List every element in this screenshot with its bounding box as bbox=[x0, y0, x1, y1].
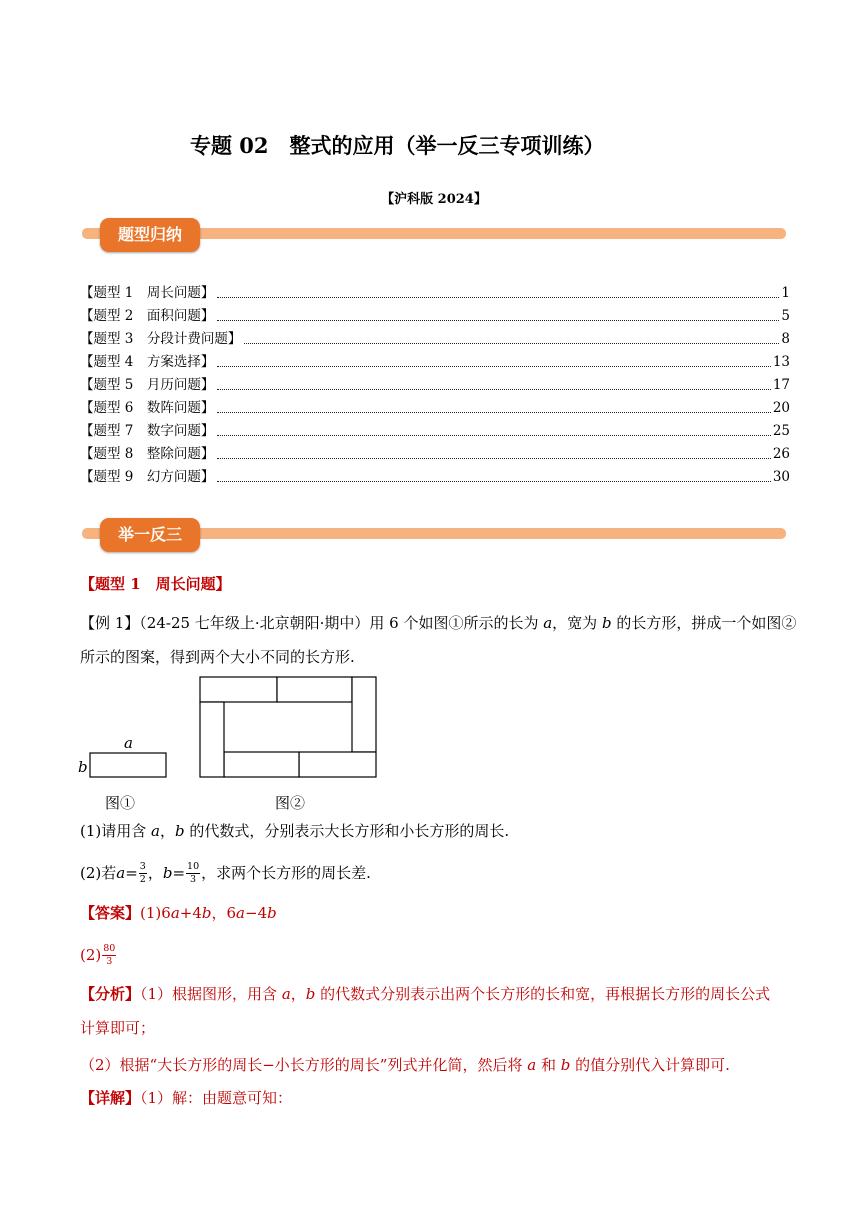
figure1-label-a: a bbox=[124, 734, 133, 752]
toc-entry-label: 【题型 4 方案选择】 bbox=[80, 354, 215, 370]
toc-entry-page: 25 bbox=[772, 423, 790, 439]
fraction-numerator: 3 bbox=[139, 861, 146, 872]
variable-b: b bbox=[601, 614, 612, 632]
figure2-top-left-rect bbox=[200, 677, 277, 702]
toc-dot-leader bbox=[217, 412, 770, 413]
toc-entry-label: 【题型 1 周长问题】 bbox=[80, 285, 215, 301]
toc-dot-leader bbox=[217, 481, 770, 482]
rectangle-figures bbox=[70, 670, 390, 785]
equals-sign: = bbox=[172, 864, 186, 882]
answer-text: +4 bbox=[179, 904, 202, 922]
question-text: 的代数式，分别表示大长方形和小长方形的周长. bbox=[184, 822, 510, 840]
answer-text: (2) bbox=[80, 946, 102, 964]
answer-label: 【答案】 bbox=[80, 904, 141, 922]
toc-entry[interactable] bbox=[80, 329, 790, 349]
toc-entry-page: 20 bbox=[772, 400, 790, 416]
toc-dot-leader bbox=[217, 458, 770, 459]
example-text: 的长方形，拼成一个如图② bbox=[611, 614, 797, 632]
practice-header-badge: 举一反三 bbox=[100, 518, 200, 552]
variable-b: b bbox=[162, 864, 173, 882]
analysis-line-1 bbox=[80, 983, 770, 1005]
answer-line-1 bbox=[80, 902, 277, 924]
figure2-caption: 图② bbox=[275, 794, 306, 812]
toc-entry[interactable] bbox=[80, 421, 790, 441]
fraction-denominator: 3 bbox=[190, 873, 197, 885]
figure2-bottom-left-rect bbox=[224, 752, 299, 777]
toc-entry[interactable] bbox=[80, 444, 790, 464]
analysis-line-2: 计算即可； bbox=[80, 1019, 156, 1037]
figure2-left-vertical-rect bbox=[200, 702, 224, 777]
fraction-denominator: 2 bbox=[139, 873, 146, 885]
answer-fraction bbox=[102, 944, 116, 966]
toc-entry-label: 【题型 9 幻方问题】 bbox=[80, 469, 215, 485]
question-text: ， bbox=[159, 822, 175, 840]
answer-text: (1)6 bbox=[140, 904, 171, 922]
variable-a: a bbox=[151, 822, 160, 840]
toc-entry-page: 8 bbox=[781, 331, 790, 347]
answer-text: ，6 bbox=[211, 904, 237, 922]
toc-header-badge: 题型归纳 bbox=[100, 218, 200, 252]
detail-line bbox=[80, 1087, 292, 1109]
figure1-rectangle bbox=[90, 753, 166, 777]
toc-entry[interactable] bbox=[80, 398, 790, 418]
analysis-line-3 bbox=[80, 1054, 730, 1076]
figure2-right-vertical-rect bbox=[352, 677, 376, 752]
document-title: 专题 02 整式的应用（举一反三专项训练） bbox=[190, 133, 605, 158]
question-text: ，求两个长方形的周长差. bbox=[201, 864, 371, 882]
toc-entry-page: 30 bbox=[772, 469, 790, 485]
toc-dot-leader bbox=[217, 366, 770, 367]
toc-entry-page: 26 bbox=[772, 446, 790, 462]
toc-entry[interactable] bbox=[80, 375, 790, 395]
example-line-2: 所示的图案，得到两个大小不同的长方形. bbox=[80, 648, 355, 666]
edition-label: 【沪科版 2024】 bbox=[381, 192, 487, 207]
variable-a: a bbox=[116, 864, 126, 882]
figure1-label-b: b bbox=[78, 758, 88, 776]
toc-entry[interactable] bbox=[80, 306, 790, 326]
variable-b: b bbox=[560, 1056, 571, 1074]
toc-dot-leader bbox=[217, 297, 779, 298]
analysis-text: 的值分别代入计算即可. bbox=[570, 1056, 730, 1074]
fraction-denominator: 3 bbox=[106, 955, 113, 967]
variable-a: a bbox=[281, 985, 291, 1003]
equals-sign: = bbox=[125, 864, 138, 882]
toc-entry-page: 13 bbox=[772, 354, 790, 370]
variable-a: a bbox=[170, 904, 180, 922]
variable-b: b bbox=[201, 904, 212, 922]
analysis-text: （1）根据图形，用含 bbox=[140, 985, 282, 1003]
toc-entry-label: 【题型 8 整除问题】 bbox=[80, 446, 215, 462]
toc-dot-leader bbox=[217, 435, 770, 436]
question-text: (2)若 bbox=[80, 864, 117, 882]
analysis-text: 的代数式分别表示出两个长方形的长和宽，再根据长方形的周长公式 bbox=[315, 985, 771, 1003]
toc-entry-page: 17 bbox=[772, 377, 790, 393]
toc-entry-page: 5 bbox=[781, 308, 790, 324]
question-text: (1)请用含 bbox=[80, 822, 152, 840]
analysis-label: 【分析】 bbox=[80, 985, 141, 1003]
analysis-text: ， bbox=[290, 985, 306, 1003]
separator: ， bbox=[147, 864, 163, 882]
variable-b: b bbox=[267, 904, 277, 922]
toc-entry-label: 【题型 5 月历问题】 bbox=[80, 377, 215, 393]
variable-a: a bbox=[236, 904, 245, 922]
answer-text: −4 bbox=[245, 904, 268, 922]
example-line-1 bbox=[80, 612, 796, 634]
toc-entry-page: 1 bbox=[781, 285, 790, 301]
toc-entry-label: 【题型 3 分段计费问题】 bbox=[80, 331, 242, 347]
figure2-bottom-right-rect bbox=[299, 752, 376, 777]
toc-entry[interactable] bbox=[80, 352, 790, 372]
example-text: ，宽为 bbox=[552, 614, 602, 632]
variable-a: a bbox=[527, 1056, 537, 1074]
toc-dot-leader bbox=[217, 320, 779, 321]
fraction-numerator: 10 bbox=[187, 861, 200, 872]
toc-entry-label: 【题型 7 数字问题】 bbox=[80, 423, 215, 439]
toc-entry-label: 【题型 2 面积问题】 bbox=[80, 308, 215, 324]
detail-text: （1）解：由题意可知： bbox=[140, 1089, 293, 1107]
toc-entry-label: 【题型 6 数阵问题】 bbox=[80, 400, 215, 416]
fraction-numerator: 80 bbox=[103, 943, 116, 954]
variable-b: b bbox=[305, 985, 316, 1003]
variable-b: b bbox=[175, 822, 185, 840]
toc-entry[interactable] bbox=[80, 283, 790, 303]
variable-a: a bbox=[543, 614, 553, 632]
figure2-top-right-rect bbox=[277, 677, 352, 702]
example-text: 【例 1】（24-25 七年级上·北京朝阳·期中）用 6 个如图①所示的长为 bbox=[80, 614, 544, 632]
toc-dot-leader bbox=[244, 343, 779, 344]
fraction-b-value bbox=[186, 862, 200, 884]
analysis-text: 和 bbox=[536, 1056, 561, 1074]
question-2 bbox=[80, 862, 371, 885]
analysis-text: （2）根据“大长方形的周长−小长方形的周长”列式并化简，然后将 bbox=[80, 1056, 528, 1074]
figure1-caption: 图① bbox=[105, 794, 136, 812]
detail-label: 【详解】 bbox=[80, 1089, 141, 1107]
topic-heading: 【题型 1 周长问题】 bbox=[80, 575, 231, 593]
answer-line-2 bbox=[80, 944, 117, 967]
toc-dot-leader bbox=[217, 389, 770, 390]
question-1 bbox=[80, 820, 509, 842]
toc-entry[interactable] bbox=[80, 467, 790, 487]
fraction-a-value bbox=[139, 862, 147, 884]
